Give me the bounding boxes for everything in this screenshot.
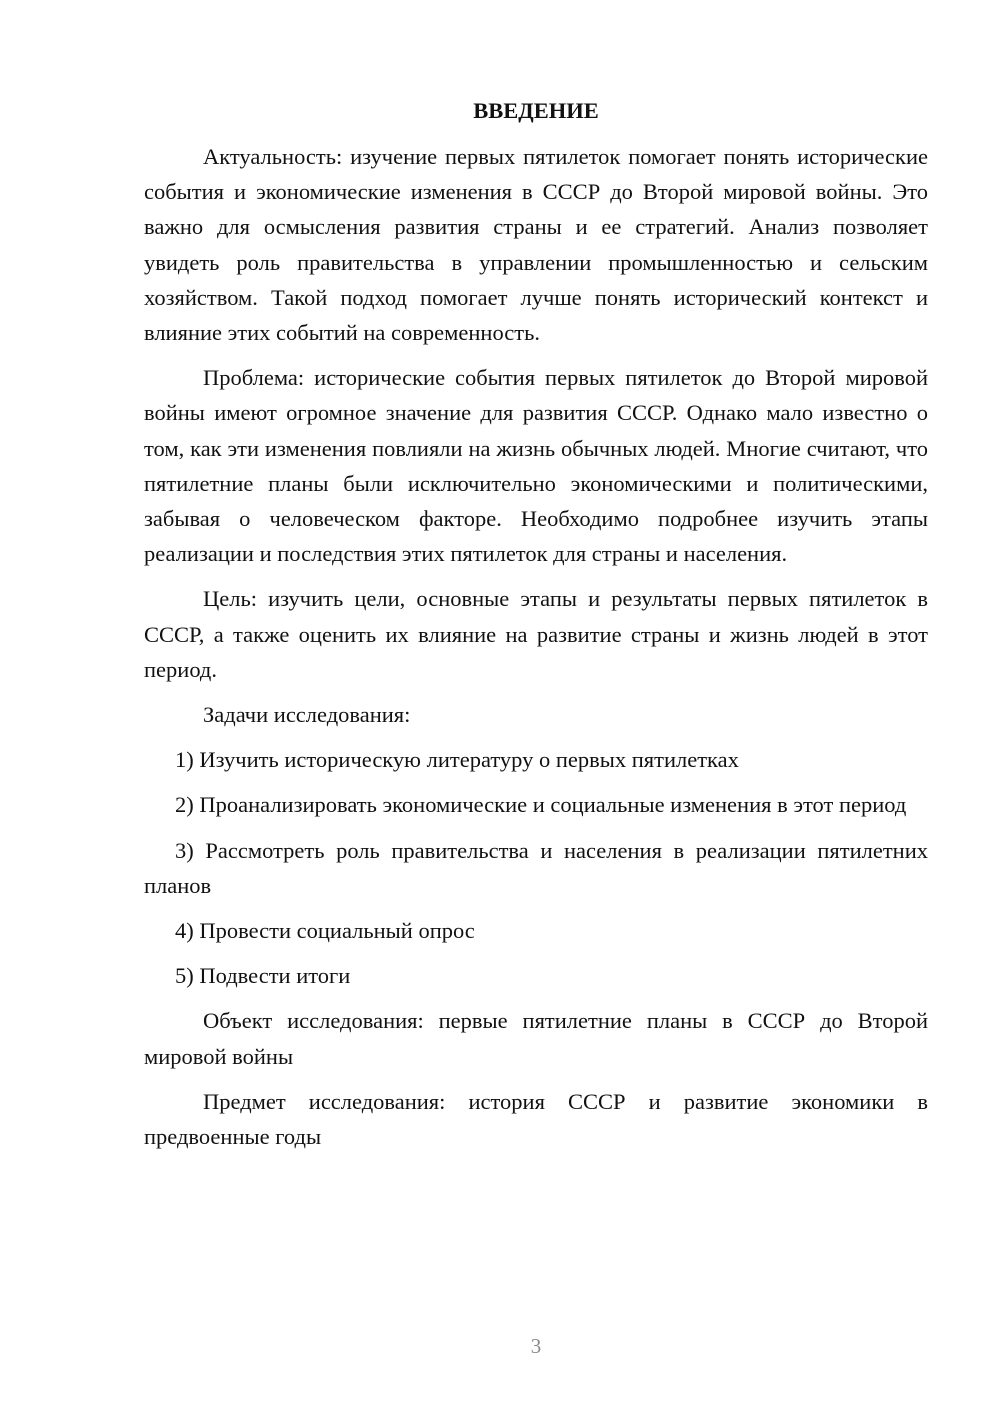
goal-paragraph: Цель: изучить цели, основные этапы и результаты первых пятилеток в СССР, а также оценить их влияние на развитие страны и жизнь людей в этот период. xyxy=(144,586,928,682)
section-title: ВВЕДЕНИЕ xyxy=(473,98,599,123)
document-body xyxy=(144,93,928,1164)
research-subject-paragraph: Предмет исследования: история СССР и развитие экономики в предвоенные годы xyxy=(144,1088,928,1150)
task-item-2: 2) Проанализировать экономические и социальные изменения в этот период xyxy=(175,792,907,818)
page-number: 3 xyxy=(530,1334,542,1358)
task-item-1: 1) Изучить историческую литературу о первых пятилетках xyxy=(175,747,739,773)
task-item-5: 5) Подвести итоги xyxy=(175,963,351,989)
relevance-paragraph: Актуальность: изучение первых пятилеток помогает понять исторические события и экономические изменения в СССР до Второй мировой войны. Это важно для осмысления развития страны и ее стратегий. Анализ позволяет увидеть роль правительства в управлении промышленностью и сельским хозяйством. Такой подход помогает лучше понять исторический контекст и влияние этих событий на современность. xyxy=(144,144,928,346)
task-item-4: 4) Провести социальный опрос xyxy=(175,918,475,944)
research-object-paragraph: Объект исследования: первые пятилетние планы в СССР до Второй мировой войны xyxy=(144,1008,928,1069)
tasks-heading: Задачи исследования: xyxy=(203,702,411,728)
task-item-3: 3) Рассмотреть роль правительства и населения в реализации пятилетних планов xyxy=(144,837,928,898)
problem-paragraph: Проблема: исторические события первых пятилеток до Второй мировой войны имеют огромное значение для развития СССР. Однако мало известно о том, как эти изменения повлияли на жизнь обычных людей. Многие считают, что пятилетние планы были исключительно экономическими и политическими, забывая о человеческом факторе. Необходимо подробнее изучить этапы реализации и последствия этих пятилеток для страны и населения. xyxy=(144,365,928,567)
